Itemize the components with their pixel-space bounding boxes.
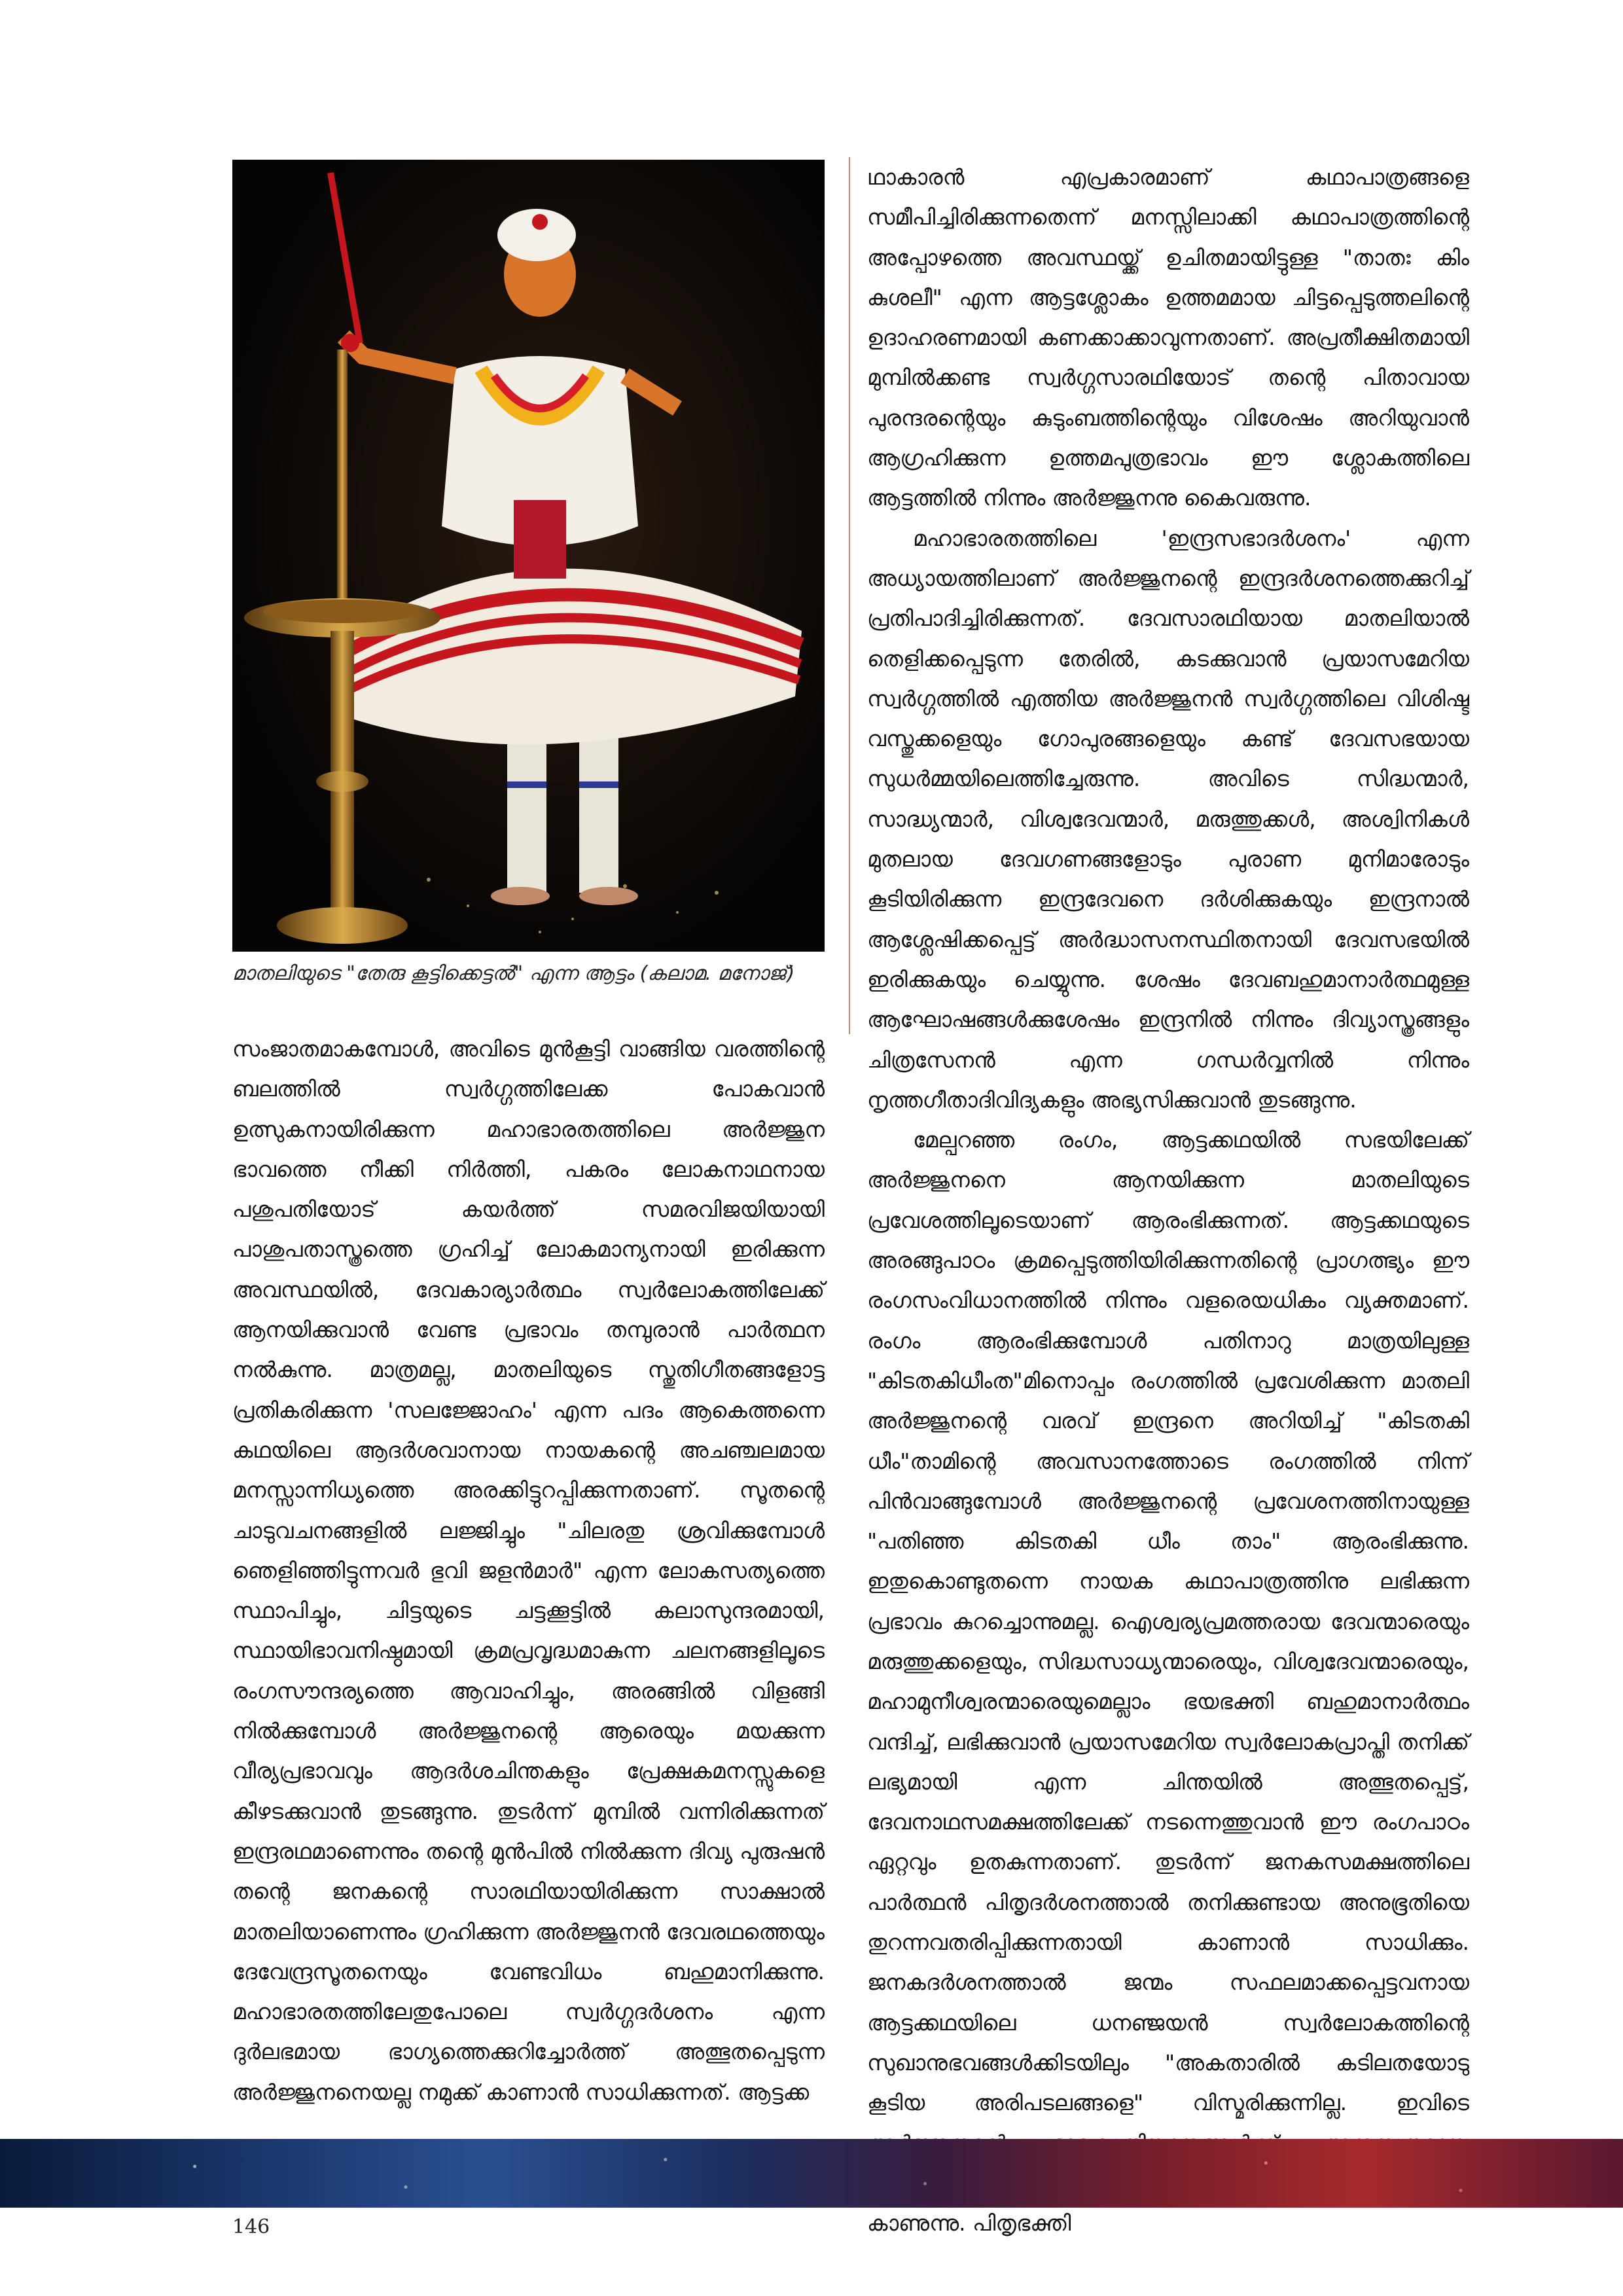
footer-decorative-band: [0, 2139, 1623, 2208]
page-number: 146: [232, 2215, 270, 2238]
paragraph: മഹാഭാരതത്തിലെ 'ഇന്ദ്രസഭാദർശനം' എന്ന അധ്യായത്തിലാണ് അർജ്ജുനന്റെ ഇന്ദ്രദർശനത്തെക്കുറിച്ച് പ്രതിപാദിച്ചിരിക്കുന്നത്. ദേവസാരഥിയായ മാതലിയാൽ തെളിക്കപ്പെടുന്ന തേരിൽ, കടക്കുവാൻ പ്രയാസമേറിയ സ്വർഗ്ഗത്തിൽ എത്തിയ അർജ്ജുനൻ സ്വർഗ്ഗത്തിലെ വിശിഷ്ട വസ്തുക്കളെയും ഗോപുരങ്ങളെയും കണ്ട് ദേവസഭയായ സുധർമ്മയിലെത്തിച്ചേരുന്നു. അവിടെ സിദ്ധന്മാർ, സാദ്ധ്യന്മാർ, വിശ്വദേവന്മാർ, മരുത്തുക്കൾ, അശ്വിനികൾ മുതലായ ദേവഗണങ്ങളോടും പുരാണ മുനിമാരോടും കൂടിയിരിക്കുന്ന ഇന്ദ്രദേവനെ ദർശിക്കുകയും ഇന്ദ്രനാൽ ആശ്ലേഷിക്കപ്പെട്ട് അർദ്ധാസനസ്ഥിതനായി ദേവസഭയിൽ ഇരിക്കുകയും ചെയ്യുന്നു. ശേഷം ദേവബഹുമാനാർത്ഥമുള്ള ആഘോഷങ്ങൾക്കുശേഷം ഇന്ദ്രനിൽ നിന്നും ദിവ്യാസ്ത്രങ്ങളും ചിത്രസേനൻ എന്ന ഗന്ധർവ്വനിൽ നിന്നും നൃത്തഗീതാദിവിദ്യകളും അഭ്യസിക്കുവാൻ തുടങ്ങുന്നു.: [867, 525, 1469, 1113]
left-column-text: [232, 1029, 825, 2112]
column-divider: [849, 157, 850, 1034]
paragraph: മേല്പറഞ്ഞ രംഗം, ആട്ടക്കഥയിൽ സഭയിലേക്ക് അർജ്ജുനനെ ആനയിക്കുന്ന മാതലിയുടെ പ്രവേശത്തിലൂടെയാണ് ആരംഭിക്കുന്നത്. ആട്ടക്കഥയുടെ അരങ്ങുപാഠം ക്രമപ്പെടുത്തിയിരിക്കുന്നതിന്റെ പ്രാഗത്ഭ്യം ഈ രംഗസംവിധാനത്തിൽ നിന്നും വളരെയധികം വ്യക്തമാണ്. രംഗം ആരംഭിക്കുമ്പോൾ പതിനാറു മാത്രയിലുള്ള "കിടതകിധീംത"മിനൊപ്പം രംഗത്തിൽ പ്രവേശിക്കുന്ന മാതലി അർജ്ജുനന്റെ വരവ് ഇന്ദ്രനെ അറിയിച്ച് "കിടതകി ധീം"താമിന്റെ അവസാനത്തോടെ രംഗത്തിൽ നിന്ന് പിൻവാങ്ങുമ്പോൾ അർജ്ജുനന്റെ പ്രവേശനത്തിനായുള്ള "പതിഞ്ഞ കിടതകി ധീം താം" ആരംഭിക്കുന്നു. ഇതുകൊണ്ടുതന്നെ നായക കഥാപാത്രത്തിനു ലഭിക്കുന്ന പ്രഭാവം കുറച്ചൊന്നുമല്ല. ഐശ്വര്യപ്രമത്തരായ ദേവന്മാരെയും മരുത്തുക്കളെയും, സിദ്ധസാധ്യന്മാരെയും, വിശ്വദേവന്മാരെയും, മഹാമുനീശ്വരന്മാരെയുമെല്ലാം ഭയഭക്തി ബഹുമാനാർത്ഥം വന്ദിച്ച്, ലഭിക്കുവാൻ പ്രയാസമേറിയ സ്വർലോകപ്രാപ്തി തനിക്ക് ലഭ്യമായി എന്ന ചിന്തയിൽ അത്ഭുതപ്പെട്ട്, ദേവനാഥസമക്ഷത്തിലേക്ക് നടന്നെത്തുവാൻ ഈ രംഗപാഠം ഏറ്റവും ഉതകുന്നതാണ്. തുടർന്ന് ജനകസമക്ഷത്തിലെ പാർത്ഥൻ പിതൃദർശനത്താൽ തനിക്കുണ്ടായ അനുഭൂതിയെ തുറന്നവതരിപ്പിക്കുന്നതായി കാണാൻ സാധിക്കും. ജനകദർശനത്താൽ ജന്മം സഫലമാക്കപ്പെട്ടവനായ ആട്ടക്കഥയിലെ ധനഞ്ജയൻ സ്വർലോകത്തിന്റെ സുഖാനുഭവങ്ങൾക്കിടയിലും "അകതാരിൽ കടിലതയോടു കൂടിയ അരിപടലങ്ങളെ" വിസ്മരിക്കുന്നില്ല. ഇവിടെ കാണുന്നു. പിതൃഭക്തി: [867, 1127, 1469, 2236]
kathakali-photo-illustration: [232, 160, 825, 952]
footer-stars-texture: [0, 2139, 1623, 2208]
right-column-text: [867, 157, 1469, 2243]
paragraph: ഥാകാരൻ എപ്രകാരമാണ് കഥാപാത്രങ്ങളെ സമീപിച്ചിരിക്കുന്നതെന്ന് മനസ്സിലാക്കി കഥാപാത്രത്തിന്റെ അപ്പോഴത്തെ അവസ്ഥയ്ക്ക് ഉചിതമായിട്ടുള്ള "താതഃ കിം കുശലീ" എന്ന ആട്ടശ്ലോകം ഉത്തമമായ ചിട്ടപ്പെടുത്തലിന്റെ ഉദാഹരണമായി കണക്കാക്കാവുന്നതാണ്. അപ്രതീക്ഷിതമായി മുമ്പിൽക്കണ്ട സ്വർഗ്ഗസാരഥിയോട് തന്റെ പിതാവായ പുരന്ദരന്റെയും കുടുംബത്തിന്റെയും വിശേഷം അറിയുവാൻ ആഗ്രഹിക്കുന്ന ഉത്തമപുത്രഭാവം ഈ ശ്ലോകത്തിലെ ആട്ടത്തിൽ നിന്നും അർജ്ജുനനു കൈവരുന്നു.: [867, 164, 1469, 511]
kathakali-photo: [232, 160, 825, 952]
photo-caption: മാതലിയുടെ "തേരു കൂട്ടിക്കെട്ടൽ" എന്ന ആട്ടം (കലാമ. മനോജ്): [232, 962, 795, 985]
paragraph: സംജാതമാകമ്പോൾ, അവിടെ മുൻകൂട്ടി വാങ്ങിയ വരത്തിന്റെ ബലത്തിൽ സ്വർഗ്ഗത്തിലേക്ക പോകവാൻ ഉത്സുകനായിരിക്കുന്ന മഹാഭാരതത്തിലെ അർജ്ജുന ഭാവത്തെ നീക്കി നിർത്തി, പകരം ലോകനാഥനായ പശുപതിയോട് കയർത്ത് സമരവിജയിയായി പാശുപതാസ്ത്രത്തെ ഗ്രഹിച്ച് ലോകമാന്യനായി ഇരിക്കുന്ന അവസ്ഥയിൽ, ദേവകാര്യാർത്ഥം സ്വർലോകത്തിലേക്ക് ആനയിക്കുവാൻ വേണ്ട പ്രഭാവം തമ്പുരാൻ പാർത്ഥന നൽകുന്നു. മാത്രമല്ല, മാതലിയുടെ സ്തുതിഗീതങ്ങളോട്ട പ്രതികരിക്കുന്ന 'സലജ്ജോഹം' എന്ന പദം ആകെത്തന്നെ കഥയിലെ ആദർശവാനായ നായകന്റെ അചഞ്ചലമായ മനസ്സാന്നിധ്യത്തെ അരക്കിട്ടുറപ്പിക്കുന്നതാണ്. സൂതന്റെ ചാടുവചനങ്ങളിൽ ലജ്ജിച്ചും "ചിലരതു ശ്രവിക്കുമ്പോൾ ഞെളിഞ്ഞിട്ടുന്നവർ ഭുവി ജളൻമാർ" എന്ന ലോകസത്യത്തെ സ്ഥാപിച്ചും, ചിട്ടയുടെ ചട്ടക്കൂട്ടിൽ കലാസുന്ദരമായി, സ്ഥായിഭാവനിഷ്ഠമായി ക്രമപ്രവൃദ്ധമാകുന്ന ചലനങ്ങളിലൂടെ രംഗസൗന്ദര്യത്തെ ആവാഹിച്ചും, അരങ്ങിൽ വിളങ്ങി നിൽക്കുമ്പോൾ അർജ്ജുനന്റെ ആരെയും മയക്കുന്ന വീര്യപ്രഭാവവും ആദർശചിന്തകളും പ്രേക്ഷകമനസ്സുകളെ കീഴടക്കുവാൻ തുടങ്ങുന്നു. തുടർന്ന് മുമ്പിൽ വന്നിരിക്കുന്നത് ഇന്ദ്രരഥമാണെന്നും തന്റെ മുൻപിൽ നിൽക്കുന്ന ദിവ്യ പുരുഷൻ തന്റെ ജനകന്റെ സാരഥിയായിരിക്കുന്ന സാക്ഷാൽ മാതലിയാണെന്നും ഗ്രഹിക്കുന്ന അർജ്ജുനൻ ദേവരഥത്തെയും ദേവേന്ദ്രസൂതനെയും വേണ്ടവിധം ബഹുമാനിക്കുന്നു. മഹാഭാരതത്തിലേതുപോലെ സ്വർഗ്ഗദർശനം എന്ന ദുർലഭമായ ഭാഗ്യത്തെക്കുറിച്ചോർത്ത് അത്ഭുതപ്പെടുന്ന അർജ്ജുനനെയല്ല നമുക്ക് കാണാൻ സാധിക്കുന്നത്. ആട്ടക്ക: [232, 1036, 825, 2105]
